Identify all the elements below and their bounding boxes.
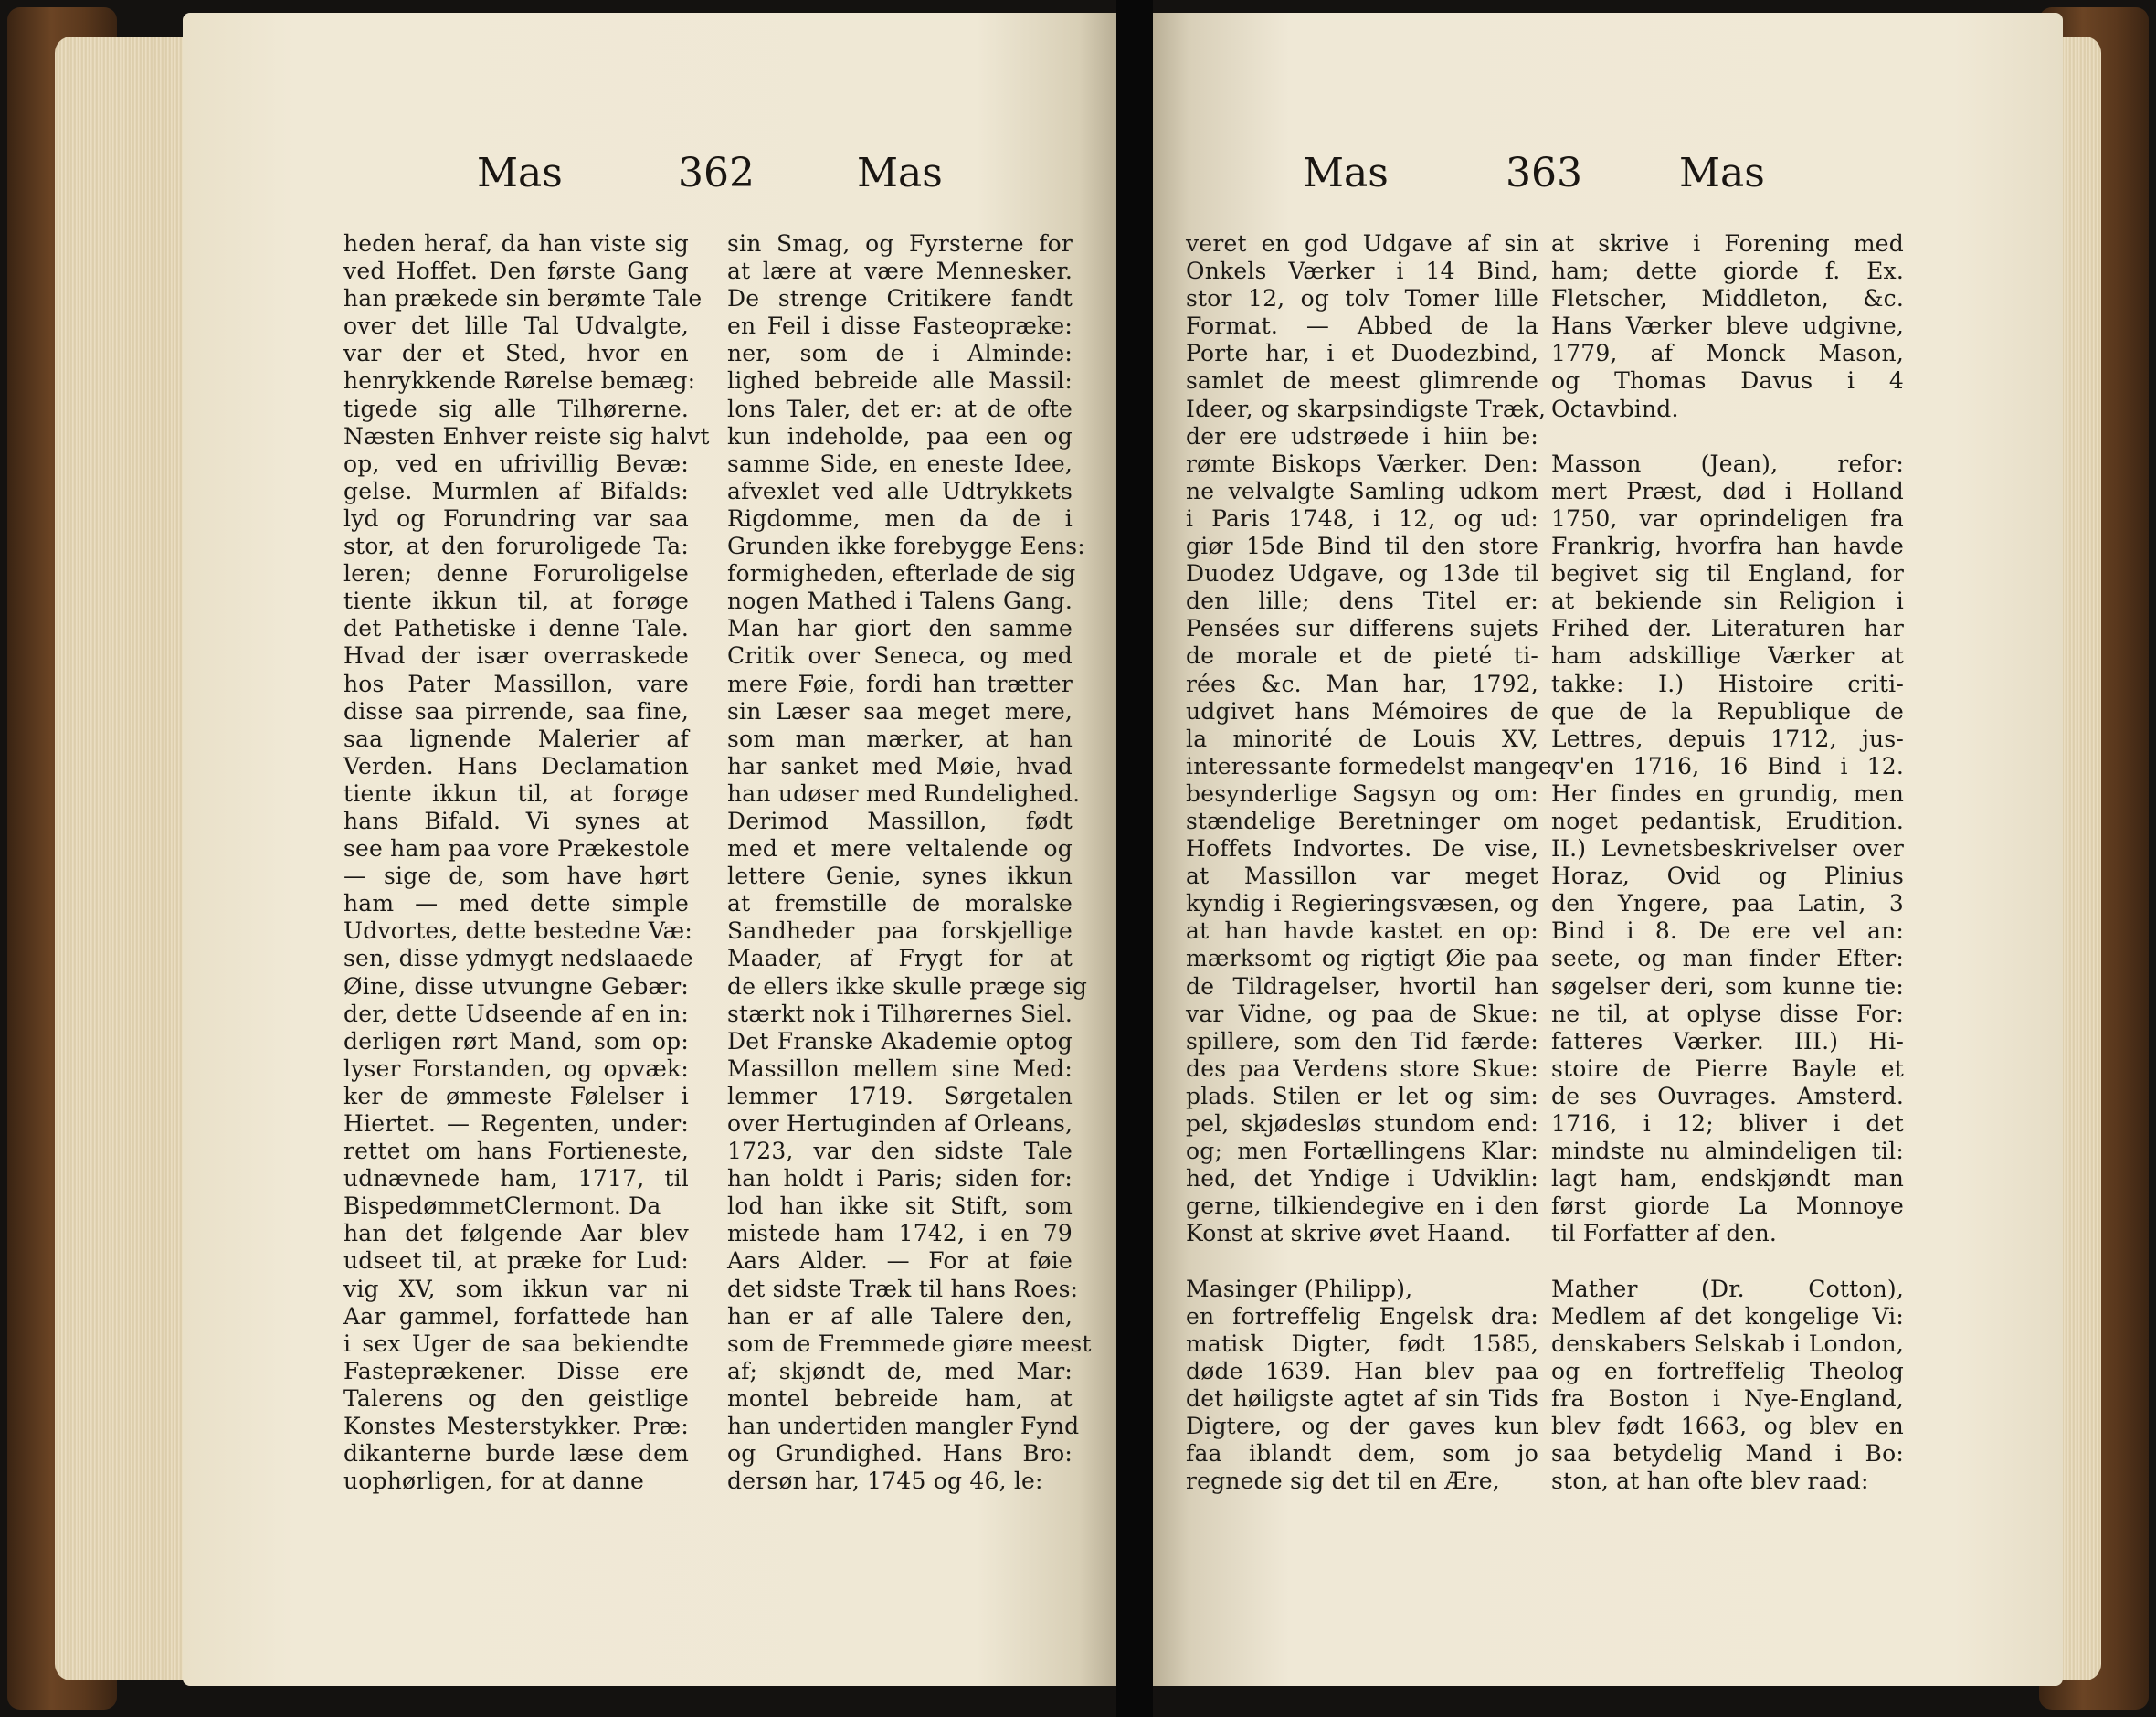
text-line: noget pedantisk, Erudition.	[1551, 807, 1904, 834]
text-line: Fasteprækener. Disse ere	[343, 1357, 689, 1384]
text-line: Ideer, og skarpsindigste Træk,	[1186, 395, 1547, 422]
text-line: Udvortes, dette bestedne Væ:	[343, 917, 692, 945]
text-line: Næsten Enhver reiste sig halvt	[343, 422, 710, 450]
text-line: stor 12, og tolv Tomer lille	[1186, 285, 1538, 313]
text-line: heden heraf, da han viste sig	[343, 230, 689, 257]
text-line: han undertiden mangler Fynd	[727, 1413, 1080, 1440]
text-line: de Tildragelser, hvortil han	[1186, 972, 1538, 1000]
text-line: disse saa pirrende, saa fine,	[343, 697, 689, 725]
text-line: i sex Uger de saa bekiendte	[343, 1330, 689, 1357]
text-line: 1723, var den sidste Tale	[727, 1138, 1073, 1165]
text-line: den lille; dens Titel er:	[1186, 588, 1538, 615]
page-left	[183, 13, 1116, 1686]
text-line: rées &c. Man har, 1792,	[1186, 670, 1538, 697]
text-line: hans Bifald. Vi synes at	[343, 807, 689, 834]
text-line: lighed bebreide alle Massil:	[727, 367, 1073, 395]
text-line: Hoffets Indvortes. De vise,	[1186, 835, 1538, 863]
text-line: stændelige Beretninger om	[1186, 807, 1538, 834]
text-line: vig XV, som ikkun var ni	[343, 1275, 689, 1302]
text-column-right-2	[1551, 230, 1904, 1495]
text-line: sen, disse ydmygt nedslaaede	[343, 945, 693, 972]
text-line: han holdt i Paris; siden for:	[727, 1165, 1073, 1192]
text-line: mistede ham 1742, i en 79	[727, 1220, 1073, 1247]
text-line: veret en god Udgave af sin	[1186, 230, 1538, 257]
text-line: mindste nu almindeligen til:	[1551, 1138, 1904, 1165]
text-line: besynderlige Sagsyn og om:	[1186, 779, 1538, 807]
text-line: Øine, disse utvungne Gebær:	[343, 972, 689, 1000]
text-line: Talerens og den geistlige	[343, 1384, 689, 1412]
text-line: Aars Alder. — For at føie	[727, 1247, 1073, 1275]
text-line: Rigdomme, men da de i	[727, 504, 1073, 532]
text-line: hed, det Yndige i Udviklin:	[1186, 1165, 1538, 1192]
text-line: det sidste Træk til hans Roes:	[727, 1275, 1079, 1302]
text-line: og Grundighed. Hans Bro:	[727, 1440, 1073, 1468]
text-line: udgivet hans Mémoires de	[1186, 697, 1538, 725]
text-line: tiente ikkun til, at forøge	[343, 588, 689, 615]
text-line: at fremstille de moralske	[727, 890, 1073, 917]
text-line: der, dette Udseende af en in:	[343, 1000, 689, 1027]
text-line	[1186, 1247, 1538, 1275]
text-line: de ellers ikke skulle præge sig	[727, 972, 1088, 1000]
text-line: har sanket med Møie, hvad	[727, 752, 1073, 779]
text-line: samlet de meest glimrende	[1186, 367, 1538, 395]
text-line: 1750, var oprindeligen fra	[1551, 504, 1904, 532]
text-line: dersøn har, 1745 og 46, le:	[727, 1468, 1043, 1495]
text-line: fatteres Værker. III.) Hi-	[1551, 1027, 1904, 1055]
text-line: det høiligste agtet af sin Tids	[1186, 1384, 1538, 1412]
text-line: Octavbind.	[1551, 395, 1679, 422]
text-line: det Pathetiske i denne Tale.	[343, 615, 689, 642]
text-line: montel bebreide ham, at	[727, 1384, 1073, 1412]
text-line: først giorde La Monnoye	[1551, 1192, 1904, 1220]
text-line: ker de ømmeste Følelser i	[343, 1082, 689, 1109]
text-line: de morale et de pieté ti-	[1186, 642, 1538, 670]
text-line: De strenge Critikere fandt	[727, 285, 1073, 313]
text-line: han er af alle Talere den,	[727, 1302, 1073, 1330]
head-right-word: Mas	[1679, 150, 1765, 196]
text-line: han prækede sin berømte Tale	[343, 285, 703, 313]
page-number-left: 362	[678, 150, 755, 196]
text-line: tiente ikkun til, at forøge	[343, 779, 689, 807]
text-line: — sige de, som have hørt	[343, 863, 689, 890]
text-line: sin Læser saa meget mere,	[727, 697, 1073, 725]
page-number-right: 363	[1506, 150, 1582, 196]
text-line: Porte har, i et Duodezbind,	[1186, 340, 1538, 367]
text-line: ham; dette giorde f. Ex.	[1551, 258, 1904, 285]
text-line: saa lignende Malerier af	[343, 725, 689, 752]
text-line: lettere Genie, synes ikkun	[727, 863, 1073, 890]
text-line: Critik over Seneca, og med	[727, 642, 1073, 670]
text-line: Onkels Værker i 14 Bind,	[1186, 258, 1538, 285]
text-line: ved Hoffet. Den første Gang	[343, 258, 689, 285]
text-line: ham adskillige Værker at	[1551, 642, 1904, 670]
text-line: ston, at han ofte blev raad:	[1551, 1468, 1869, 1495]
text-line: dikanterne burde læse dem	[343, 1440, 689, 1468]
text-line: i Paris 1748, i 12, og ud:	[1186, 504, 1538, 532]
text-line: af; skjøndt de, med Mar:	[727, 1357, 1073, 1384]
text-line: tigede sig alle Tilhørerne.	[343, 395, 689, 422]
text-column-left-1	[343, 230, 710, 1495]
text-line: Konstes Mesterstykker. Præ:	[343, 1413, 689, 1440]
text-line: la minorité de Louis XV,	[1186, 725, 1538, 752]
text-line: giør 15de Bind til den store	[1186, 533, 1538, 560]
text-line: den Yngere, paa Latin, 3	[1551, 890, 1904, 917]
text-line: Massillon mellem sine Med:	[727, 1055, 1073, 1082]
text-line: Derimod Massillon, født	[727, 807, 1073, 834]
text-line: stor, at den foruroligede Ta:	[343, 533, 689, 560]
text-column-left-2	[727, 230, 1092, 1495]
text-line: II.) Levnetsbeskrivelser over	[1551, 835, 1904, 863]
text-line: en fortreffelig Engelsk dra:	[1186, 1302, 1538, 1330]
text-line: lyser Forstanden, og opvæk:	[343, 1055, 689, 1082]
text-line: og Thomas Davus i 4	[1551, 367, 1904, 395]
text-line: Frankrig, hvorfra han havde	[1551, 533, 1904, 560]
text-line: at bekiende sin Religion i	[1551, 588, 1904, 615]
text-line: gerne, tilkiendegive en i den	[1186, 1192, 1538, 1220]
text-line: Fletscher, Middleton, &c.	[1551, 285, 1904, 313]
text-line: Mather (Dr. Cotton),	[1551, 1275, 1904, 1302]
text-line: 1716, i 12; bliver i det	[1551, 1110, 1904, 1137]
text-line: afvexlet ved alle Udtrykkets	[727, 477, 1073, 504]
running-head-left	[183, 150, 1116, 205]
text-line: Frihed der. Literaturen har	[1551, 615, 1904, 642]
text-line: pel, skjødesløs stundom end:	[1186, 1110, 1538, 1137]
text-line: blev født 1663, og blev en	[1551, 1413, 1904, 1440]
text-line: døde 1639. Han blev paa	[1186, 1357, 1538, 1384]
head-left-word: Mas	[477, 150, 563, 196]
text-line: saa betydelig Mand i Bo:	[1551, 1440, 1904, 1468]
text-line: denskabers Selskab i London,	[1551, 1330, 1904, 1357]
text-line: udnævnede ham, 1717, til	[343, 1165, 689, 1192]
text-line: fra Boston i Nye-England,	[1551, 1384, 1904, 1412]
text-line: lod han ikke sit Stift, som	[727, 1192, 1073, 1220]
text-line: ham — med dette simple	[343, 890, 689, 917]
text-line: faa iblandt dem, som jo	[1186, 1440, 1538, 1468]
text-line: Duodez Udgave, og 13de til	[1186, 560, 1538, 588]
text-line: Man har giort den samme	[727, 615, 1073, 642]
text-line: plads. Stilen er let og sim:	[1186, 1082, 1538, 1109]
text-line: sin Smag, og Fyrsterne for	[727, 230, 1073, 257]
text-line: op, ved en ufrivillig Bevæ:	[343, 450, 689, 477]
text-line: lons Taler, det er: at de ofte	[727, 395, 1073, 422]
text-line: nogen Mathed i Talens Gang.	[727, 588, 1073, 615]
page-right	[1153, 13, 2063, 1686]
text-line: derligen rørt Mand, som op:	[343, 1027, 689, 1055]
text-line: over Hertuginden af Orleans,	[727, 1110, 1073, 1137]
text-line: var der et Sted, hvor en	[343, 340, 689, 367]
text-line: Pensées sur differens sujets	[1186, 615, 1538, 642]
text-line: lyd og Forundring var saa	[343, 504, 689, 532]
text-line: Bind i 8. De ere vel an:	[1551, 917, 1904, 945]
text-line: que de la Republique de	[1551, 697, 1904, 725]
text-line: Hiertet. — Regenten, under:	[343, 1110, 689, 1137]
text-line: takke: I.) Histoire criti-	[1551, 670, 1904, 697]
text-line: at skrive i Forening med	[1551, 230, 1904, 257]
text-line: Grunden ikke forebygge Eens:	[727, 533, 1085, 560]
text-line: over det lille Tal Udvalgte,	[343, 313, 689, 340]
text-line: søgelser deri, som kunne tie:	[1551, 972, 1904, 1000]
text-line: BispedømmetClermont. Da	[343, 1192, 661, 1220]
text-line: mert Præst, død i Holland	[1551, 477, 1904, 504]
text-line: at han havde kastet en op:	[1186, 917, 1538, 945]
text-line: ner, som de i Alminde:	[727, 340, 1073, 367]
text-line: Digtere, og der gaves kun	[1186, 1413, 1538, 1440]
text-line: mærksomt og rigtigt Øie paa	[1186, 945, 1538, 972]
text-line: og; men Fortællingens Klar:	[1186, 1138, 1538, 1165]
text-line: Masson (Jean), refor:	[1551, 450, 1904, 477]
text-line: samme Side, en eneste Idee,	[727, 450, 1073, 477]
text-line: uophørligen, for at danne	[343, 1468, 645, 1495]
text-line	[1551, 423, 1904, 450]
text-line: seete, og man finder Efter:	[1551, 945, 1904, 972]
text-line: der ere udstrøede i hiin be:	[1186, 422, 1538, 450]
text-line: og en fortreffelig Theolog	[1551, 1357, 1904, 1384]
text-line: gelse. Murmlen af Bifalds:	[343, 477, 689, 504]
text-line: formigheden, efterlade de sig	[727, 560, 1076, 588]
text-line: Her findes en grundig, men	[1551, 779, 1904, 807]
text-column-right-1	[1186, 230, 1552, 1495]
text-line: henrykkende Rørelse bemæg:	[343, 367, 696, 395]
text-line: en Feil i disse Fasteopræke:	[727, 313, 1073, 340]
text-line: ne velvalgte Samling udkom	[1186, 477, 1538, 504]
text-line: Lettres, depuis 1712, jus-	[1551, 725, 1904, 752]
text-line: rettet om hans Fortieneste,	[343, 1138, 689, 1165]
text-line: Maader, af Frygt for at	[727, 945, 1073, 972]
text-line: med et mere veltalende og	[727, 835, 1073, 863]
text-line: ne til, at oplyse disse For:	[1551, 1000, 1904, 1027]
text-line: Medlem af det kongelige Vi:	[1551, 1302, 1904, 1330]
text-line: Sandheder paa forskjellige	[727, 917, 1073, 945]
text-line: som man mærker, at han	[727, 725, 1073, 752]
text-line: Verden. Hans Declamation	[343, 752, 689, 779]
text-line: som de Fremmede giøre meest	[727, 1330, 1092, 1357]
text-line: see ham paa vore Prækestole	[343, 835, 690, 863]
text-line: Hvad der især overraskede	[343, 642, 689, 670]
text-line: mere Føie, fordi han trætter	[727, 670, 1073, 697]
text-line: hos Pater Massillon, vare	[343, 670, 689, 697]
text-line: stærkt nok i Tilhørernes Siel.	[727, 1000, 1073, 1027]
head-right-word: Mas	[857, 150, 943, 196]
text-line: begivet sig til England, for	[1551, 560, 1904, 588]
text-line: 1779, af Monck Mason,	[1551, 340, 1904, 367]
running-head-right	[1153, 150, 2063, 205]
text-line: Hans Værker bleve udgivne,	[1551, 313, 1904, 340]
text-line: Det Franske Akademie optog	[727, 1027, 1073, 1055]
book-gutter	[1116, 0, 1153, 1717]
text-line: kyndig i Regieringsvæsen, og	[1186, 890, 1538, 917]
text-line: lagt ham, endskjøndt man	[1551, 1165, 1904, 1192]
text-line: matisk Digter, født 1585,	[1186, 1330, 1538, 1357]
text-line: regnede sig det til en Ære,	[1186, 1468, 1500, 1495]
text-line: leren; denne Foruroligelse	[343, 560, 689, 588]
text-line: at Massillon var meget	[1186, 863, 1538, 890]
text-line: lemmer 1719. Sørgetalen	[727, 1082, 1073, 1109]
text-line: til Forfatter af den.	[1551, 1220, 1778, 1247]
text-line: kun indeholde, paa een og	[727, 422, 1073, 450]
text-line: Format. — Abbed de la	[1186, 313, 1538, 340]
text-line: qv'en 1716, 16 Bind i 12.	[1551, 752, 1904, 779]
text-line: Konst at skrive øvet Haand.	[1186, 1220, 1512, 1247]
text-line: des paa Verdens store Skue:	[1186, 1055, 1538, 1082]
text-line: Aar gammel, forfattede han	[343, 1302, 689, 1330]
text-line: Horaz, Ovid og Plinius	[1551, 863, 1904, 890]
text-line: stoire de Pierre Bayle et	[1551, 1055, 1904, 1082]
text-line: han udøser med Rundelighed.	[727, 779, 1081, 807]
text-line: spillere, som den Tid færde:	[1186, 1027, 1538, 1055]
text-line: rømte Biskops Værker. Den:	[1186, 450, 1538, 477]
text-line: de ses Ouvrages. Amsterd.	[1551, 1082, 1904, 1109]
text-line: interessante formedelst mange	[1186, 752, 1552, 779]
text-line: at lære at være Mennesker.	[727, 258, 1073, 285]
text-line: var Vidne, og paa de Skue:	[1186, 1000, 1538, 1027]
text-line: han det følgende Aar blev	[343, 1220, 689, 1247]
text-line: Masinger (Philipp),	[1186, 1275, 1413, 1302]
head-left-word: Mas	[1303, 150, 1389, 196]
text-line: udseet til, at præke for Lud:	[343, 1247, 689, 1275]
text-line	[1551, 1247, 1904, 1275]
page-edges-left	[55, 37, 201, 1680]
